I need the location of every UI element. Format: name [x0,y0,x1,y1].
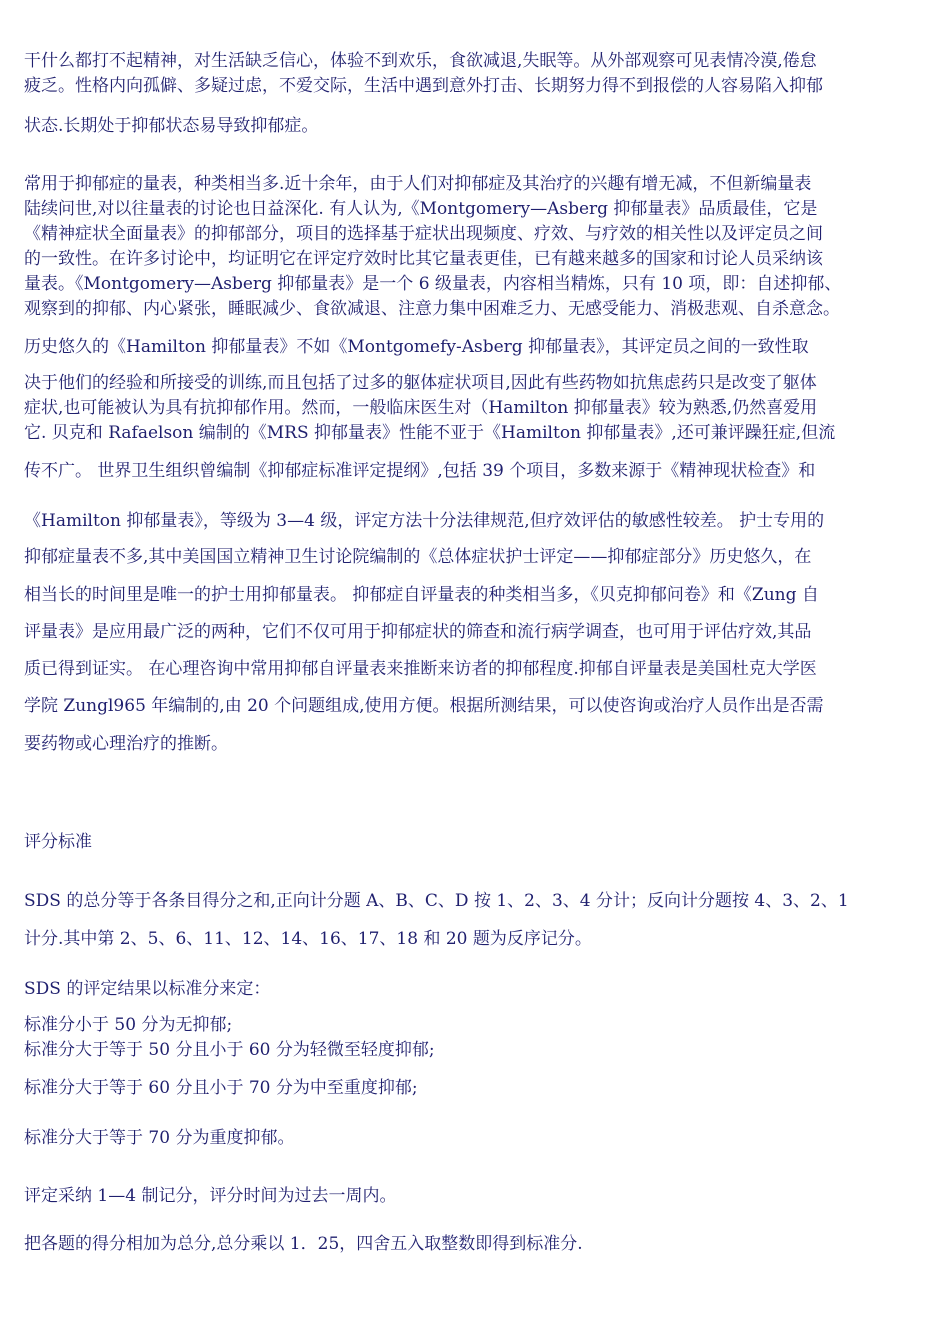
text-line: 陆续问世,对以往量表的讨论也日益深化. 有人认为,《Montgomery—Asberg 抑郁量表》品质最佳，它是 [24,199,818,219]
severity-level-item: 标准分大于等于 70 分为重度抑郁。 [24,1128,295,1148]
text-line: 计分.其中第 2、5、6、11、12、14、16、17、18 和 20 题为反序记分。 [24,929,592,949]
text-line: 干什么都打不起精神，对生活缺乏信心，体验不到欢乐，食欲减退,失眠等。从外部观察可见表情冷漠,倦怠 [24,51,817,71]
text-line: 疲乏。性格内向孤僻、多疑过虑，不爱交际，生活中遇到意外打击、长期努力得不到报偿的人容易陷入抑郁 [24,76,823,96]
text-line: 常用于抑郁症的量表，种类相当多.近十余年，由于人们对抑郁症及其治疗的兴趣有增无减，不但新编量表 [24,174,812,194]
text-line: 《Hamilton 抑郁量表》，等级为 3—4 级，评定方法十分法律规范,但疗效评估的敏感性较差。 护士专用的 [24,511,825,531]
text-line: 相当长的时间里是唯一的护士用抑郁量表。 抑郁症自评量表的种类相当多，《贝克抑郁问卷》和《Zung 自 [24,585,819,605]
text-line: 的一致性。在许多讨论中，均证明它在评定疗效时比其它量表更佳，已有越来越多的国家和讨论人员采纳该 [24,249,823,269]
text-line: 抑郁症量表不多,其中美国国立精神卫生讨论院编制的《总体症状护士评定——抑郁症部分》历史悠久，在 [24,547,812,567]
text-line: 传不广。 世界卫生组织曾编制《抑郁症标准评定提纲》,包括 39 个项目，多数来源于《精神现状检查》和 [24,461,816,481]
text-line: 要药物或心理治疗的推断。 [24,734,228,754]
text-line: 它. 贝克和 Rafaelson 编制的《MRS 抑郁量表》性能不亚于《Hamilton 抑郁量表》,还可兼评躁狂症,但流 [24,423,836,443]
text-line: 量表。《Montgomery—Asberg 抑郁量表》是一个 6 级量表，内容相当精炼，只有 10 项，即：自述抑郁、 [24,274,842,294]
rating-note: 评定采纳 1—4 制记分，评分时间为过去一周内。 [24,1186,397,1206]
text-line: 决于他们的经验和所接受的训练,而且包括了过多的躯体症状项目,因此有些药物如抗焦虑药只是改变了躯体 [24,373,817,393]
text-line: 《精神症状全面量表》的抑郁部分，项目的选择基于症状出现频度、疗效、与疗效的相关性以及评定员之间 [24,224,823,244]
text-line: 观察到的抑郁、内心紧张，睡眠减少、食欲减退、注意力集中困难乏力、无感受能力、消极悲观、自杀意念。 [24,299,840,319]
total-score-note: 把各题的得分相加为总分,总分乘以 1．25，四舍五入取整数即得到标准分. [24,1234,583,1254]
result-intro: SDS 的评定结果以标准分来定： [24,979,271,999]
text-line: SDS 的总分等于各条目得分之和,正向计分题 A、B、C、D 按 1、2、3、4 分计；反向计分题按 4、3、2、1 [24,891,849,911]
text-line: 质已得到证实。 在心理咨询中常用抑郁自评量表来推断来访者的抑郁程度.抑郁自评量表是美国杜克大学医 [24,659,817,679]
text-line: 症状,也可能被认为具有抗抑郁作用。然而，一般临床医生对（Hamilton 抑郁量表》较为熟悉,仍然喜爱用 [24,398,818,418]
severity-level-item: 标准分大于等于 50 分且小于 60 分为轻微至轻度抑郁; [24,1040,435,1060]
text-line: 状态.长期处于抑郁状态易导致抑郁症。 [24,116,319,136]
text-line: 历史悠久的《Hamilton 抑郁量表》不如《Montgomefy-Asberg 抑郁量表》，其评定员之间的一致性取 [24,337,809,357]
severity-level-item: 标准分大于等于 60 分且小于 70 分为中至重度抑郁; [24,1078,418,1098]
text-line: 学院 Zungl965 年编制的,由 20 个问题组成,使用方便。根据所测结果，可以使咨询或治疗人员作出是否需 [24,696,824,716]
text-line: 评量表》是应用最广泛的两种，它们不仅可用于抑郁症状的筛查和流行病学调查，也可用于评估疗效,其品 [24,622,812,642]
severity-level-item: 标准分小于 50 分为无抑郁; [24,1015,233,1035]
section-heading-scoring: 评分标准 [24,832,92,852]
